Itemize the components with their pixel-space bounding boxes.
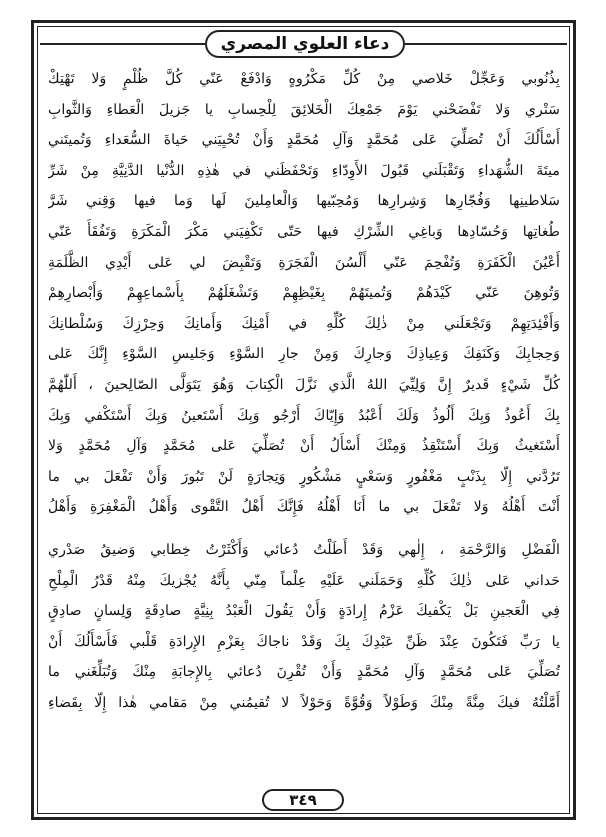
text-line: كُلِّ شَيْءٍ قَديرٌ إِنَّ وَلِيِّيَ اللهُ الَّذي نَزَّلَ الْكِتابَ وَهُوَ يَتَوَلَّى الصّالِحينَ ، أَللّٰهُمَّ [48,376,560,393]
page-number-cartouche [262,789,344,811]
text-line: أَنْتَ أَهْلُهُ وَلا تَفْعَلَ بي ما أَنَا أَهْلُهُ فَإِنَّكَ أَهْلُ التَّقْوى وَأَهْلُ الْمَغْفِرَةِ وَأَهْلُ [48,499,560,516]
text-line: أَمَّلْتُهُ فيكَ مِنَّةً مِنْكَ وَطَوْلاً وَقُوَّةً وَحَوْلاً لا تُقيمُني مِنْ مَقامي هٰذا إِلّا بِقَضاءِ [48,694,560,711]
paragraph-2 [48,535,560,719]
paragraph-1 [48,64,560,523]
text-line: يا رَبِّ فَتَكُونَ عِنْدَ ظَنِّ عَبْدِكَ بِكَ وَقَدْ ناجاكَ بِعَزْمِ الإِرادَةِ قَلْبي فَأَسْأَلُكَ أَنْ [48,633,560,650]
header-cartouche [205,30,405,58]
text-line: أَعْيُنَ الْكَفَرَةِ وَتُفْحِمَ عَنّي أَلْسُنَ الْفَجَرَةِ وَتَقْبِضَ لي عَلى أَيْدِي الظَّلَمَةِ [48,254,560,271]
text-line: طُغاتِها وَحُسّادِها وَباغِي الشِّرْكِ فيها حَتّى تَكْفِيَني مَكْرَ الْمَكَرَةِ وَتَفُقَأَ عَنّي [48,223,560,240]
text-line: حَداني عَلى ذٰلِكَ كُلِّهِ وَحَمَلَني عَلَيْهِ عِلْماً مِنّي بِأَنَّهُ يُجْزيكَ مِنْهُ قَدْرُ الْمِلْحِ [48,572,560,589]
text-line: الْفَضْلِ وَالرَّحْمَةِ ، إِلٰهي وَقَدْ أَطَلْتُ دُعائي وَأَكْثَرْتُ خِطابي وَضيقُ صَدْري [48,541,560,558]
text-line: سَتْري وَلا تَفْضَحْني يَوْمَ جَمْعِكَ الْخَلائِقَ لِلْحِسابِ يا جَزيلَ الْعَطاءِ وَالثَّوابِ [48,101,560,118]
page-title: دعاء العلوي المصري [220,33,390,54]
text-line: أَسْتَغيثُ وَبِكَ أَسْتَنْقِذُ وَمِنْكَ أَسْأَلُ أَنْ تُصَلِّيَ عَلى مُحَمَّدٍ وَآلِ مُحَمَّدٍ وَلا [48,438,560,455]
text-line: بِكَ أَعُوذُ وَبِكَ أَلُوذُ وَلَكَ أَعْبُدُ وَإِيّاكَ أَرْجُو وَبِكَ أَسْتَعينُ وَبِكَ أَسْتَكْفي وَبِكَ [48,407,560,424]
text-line: سَلاطينِها وَفُجّارِها وَشِرارِها وَمُحِبّيها وَالْعامِلينَ لَها وَما فيها وَقِني شَرَّ [48,193,560,210]
paragraph-gap [48,523,560,535]
header-rule-left [40,43,205,45]
prayer-text [48,64,560,784]
text-line: وَأَفْئِدَتِهِمْ وَتَجْعَلَني مِنْ ذٰلِكَ كُلِّهِ في أَمْنِكَ وَأَمانِكَ وَحِرْزِكَ وَسُلْطانِكَ [48,315,560,332]
header-rule-right [405,43,567,45]
text-line: ميتَةَ الشُّهَداءِ وَتَقْبَلَني قَبُولَ الأَوِدّاءِ وَتَحْفَظَني في هٰذِهِ الدُّنْيا الدَّنِيَّةِ مِنْ شَرِّ [48,162,560,179]
page-number: ٣٤٩ [289,790,317,809]
text-line: تُصَلِّيَ عَلى مُحَمَّدٍ وَآلِ مُحَمَّدٍ وَأَنْ تُقْرِنَ دُعائي بِالإِجابَةِ مِنْكَ وَتُبَلِّغَني ما [48,664,560,681]
text-line: أَسْأَلُكَ أَنْ تُصَلِّيَ عَلى مُحَمَّدٍ وَآلِ مُحَمَّدٍ وَأَنْ تُحْيِيَني حَياةَ السُّعَداءِ وَتُميتَني [48,132,560,149]
text-line: وَحِجابِكَ وَكَنَفِكَ وَعِياذِكَ وَجارِكَ وَمِنْ جارِ السَّوْءِ وَجَليسِ السَّوْءِ إِنَّكَ عَلى [48,346,560,363]
text-line: بِذُنُوبي وَعَجِّلْ خَلاصي مِنْ كُلِّ مَكْرُوهٍ وَادْفَعْ عَنّي كُلَّ ظُلْمٍ وَلا تَهْتِكْ [48,71,560,87]
text-line: وَتُوهِنَ عَنّي كَيْدَهُمْ وَتُميتَهُمْ بِغَيْظِهِمْ وَتَشْغَلَهُمْ بِأَسْماعِهِمْ وَأَبْصارِهِمْ [48,285,560,302]
text-line: فِي الْعَجينِ بَلْ يَكْفيكَ عَزْمُ إِرادَةٍ وَأَنْ يَقُولَ الْعَبْدُ بِنِيَّةٍ صادِقَةٍ وَلِسانٍ صادِقٍ [48,603,560,620]
text-line: تَرُدَّني إِلّا بِذَنْبٍ مَغْفُورٍ وَسَعْيٍ مَشْكُورٍ وَتِجارَةٍ لَنْ تَبُورَ وَأَنْ تَفْعَلَ بي ما [48,468,560,485]
